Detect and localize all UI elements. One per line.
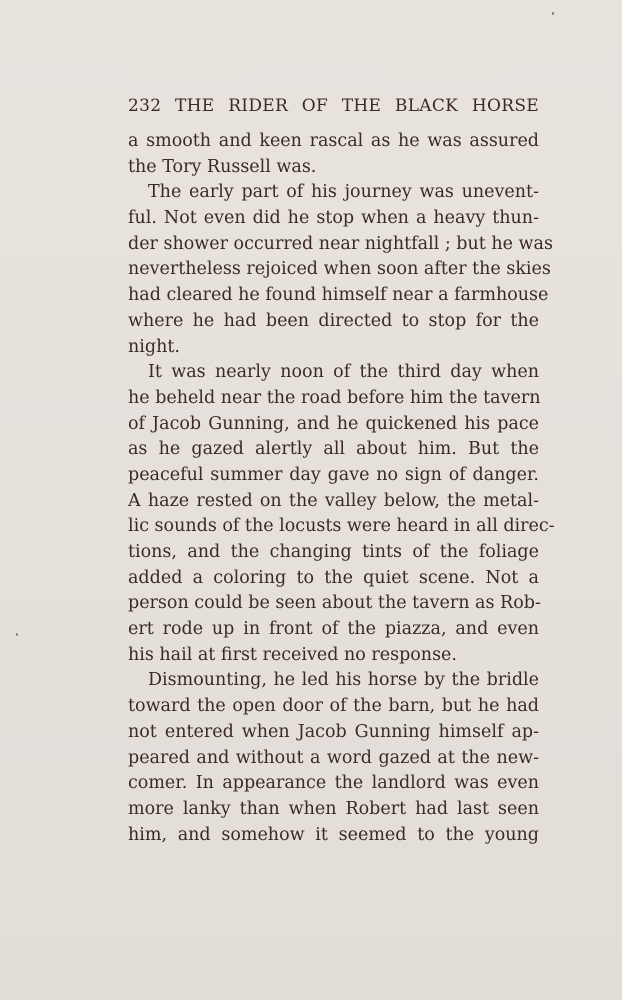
text-line: of Jacob Gunning, and he quickened his pace xyxy=(128,413,539,434)
text-line: had cleared he found himself near a farmhouse xyxy=(128,285,549,306)
page-number: 232 xyxy=(128,96,162,116)
text-line: where he had been directed to stop for the xyxy=(128,310,539,331)
paper-speck xyxy=(552,12,554,15)
text-line: lic sounds of the locusts were heard in all direc- xyxy=(128,516,555,537)
text-line: the Tory Russell was. xyxy=(128,156,317,177)
text-line: he beheld near the road before him the tavern xyxy=(128,387,541,408)
text-line: him, and somehow it seemed to the young xyxy=(128,824,539,845)
text-line: as he gazed alertly all about him. But the xyxy=(128,439,539,460)
text-line: not entered when Jacob Gunning himself ap- xyxy=(128,721,539,742)
text-line: added a coloring to the quiet scene. Not a xyxy=(128,567,539,588)
running-title: THE RIDER OF THE BLACK HORSE xyxy=(175,96,539,116)
text-line: more lanky than when Robert had last seen xyxy=(128,798,539,819)
text-line: a smooth and keen rascal as he was assured xyxy=(128,131,539,151)
page-text xyxy=(128,93,555,848)
text-line: ert rode up in front of the piazza, and even xyxy=(128,619,539,640)
text-line: peaceful summer day gave no sign of danger. xyxy=(128,464,539,485)
text-line: der shower occurred near nightfall ; but he was xyxy=(128,233,553,254)
text-line: person could be seen about the tavern as Rob- xyxy=(128,593,541,614)
text-line: peared and without a word gazed at the new- xyxy=(128,747,539,768)
text-line: nevertheless rejoiced when soon after the skies xyxy=(128,259,551,280)
running-header xyxy=(128,93,539,119)
paper-speck xyxy=(16,633,18,636)
text-line: A haze rested on the valley below, the metal- xyxy=(128,490,539,511)
text-line: his hail at first received no response. xyxy=(128,644,457,665)
text-line: ful. Not even did he stop when a heavy thun- xyxy=(128,208,539,229)
text-line: toward the open door of the barn, but he had xyxy=(128,696,539,717)
text-line: It was nearly noon of the third day when xyxy=(148,362,539,383)
text-line: comer. In appearance the landlord was even xyxy=(128,773,539,794)
text-line: The early part of his journey was unevent- xyxy=(148,182,539,203)
text-line: tions, and the changing tints of the foliage xyxy=(128,542,539,562)
text-line: night. xyxy=(128,336,180,357)
text-line: Dismounting, he led his horse by the bridle xyxy=(148,670,539,691)
